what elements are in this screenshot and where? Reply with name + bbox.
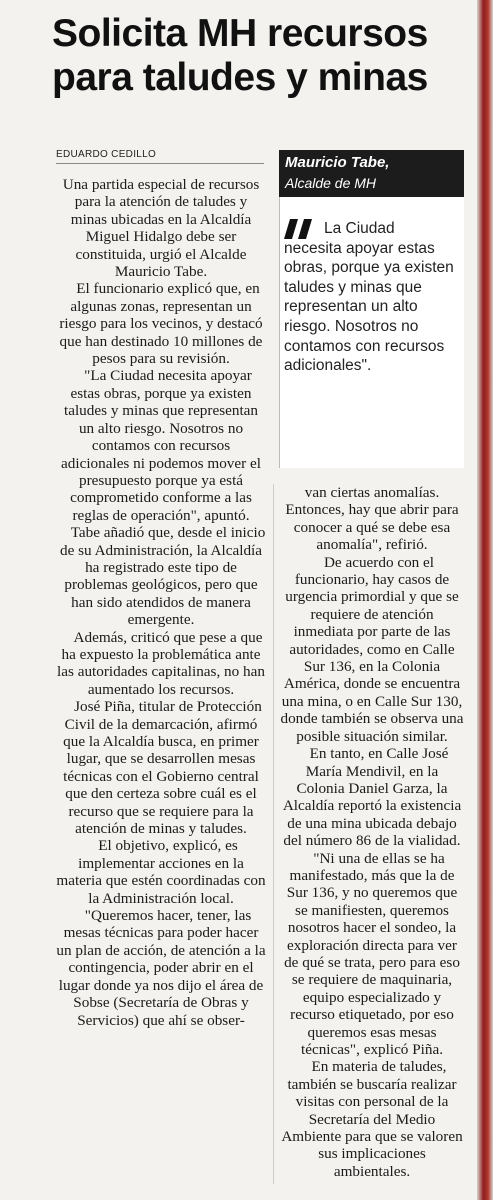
- paragraph: En materia de taludes, también se buscaría realizar visitas con personal de la Secretaría del Medio Ambiente para que se valoren sus implicaciones ambientales.: [281, 1058, 463, 1180]
- paragraph: De acuerdo con el funcionario, hay casos de urgencia primordial y que se requiere de atención inmediata por parte de las autoridades, como en Calle Sur 136, en la Colonia América, donde se encuentra una mina, o en Calle Sur 130, donde también se observa una posible situación similar.: [280, 553, 464, 745]
- paragraph: El objetivo, explicó, es implementar acciones en la materia que estén coordinadas con la Administración local.: [56, 837, 266, 907]
- paragraph: Tabe añadió que, desde el inicio de su Administración, la Alcaldía ha registrado este tipo de problemas geológicos, pero que han sido atendidos de manera emergente.: [59, 524, 266, 629]
- byline: EDUARDO CEDILLO: [56, 149, 157, 160]
- pull-quote-body: [279, 197, 464, 468]
- right-column: [280, 484, 464, 1180]
- paragraph: "La Ciudad necesita apoyar estas obras, porque ya existen taludes y minas que representan un alto riesgo. Nosotros no contamos con recursos adicionales ni podemos mover el presupuesto porque ya está comprometido conforme a las reglas de operación", apuntó.: [61, 367, 261, 524]
- paragraph: Además, criticó que pese a que ha expuesto la problemática ante las autoridades capitalinas, no han aumentado los recursos.: [57, 628, 265, 698]
- quote-speaker-role: Alcalde de MH: [285, 175, 377, 191]
- headline: Solicita MH recursos para taludes y minas: [52, 12, 428, 99]
- pull-quote-text: La Ciudad necesita apoyar estas obras, porque ya existen taludes y minas que representan un alto riesgo. Nosotros no contamos con recursos adicionales".: [284, 220, 454, 375]
- paragraph: En tanto, en Calle José María Mendivil, en la Colonia Daniel Garza, la Alcaldía reportó la existencia de una mina ubicada debajo del número 86 de la vialidad.: [282, 745, 462, 850]
- pull-quote-header: [279, 150, 464, 197]
- paragraph: José Piña, titular de Protección Civil de la demarcación, afirmó que la Alcaldía busca, en primer lugar, que se desarrollen mesas técnicas con el Gobierno central que den certeza sobre cuál es el recurso que se requiere para la atención de minas y taludes.: [63, 698, 262, 838]
- paragraph: "Queremos hacer, tener, las mesas técnicas para poder hacer un plan de acción, de atención a la contingencia, poder abrir en el lugar donde ya nos dijo el área de Sobse (Secretaría de Obras y Servicios) que ahí se obser-: [56, 907, 266, 1029]
- paragraph: van ciertas anomalías. Entonces, hay que abrir para conocer a qué se debe esa anomalía", refirió.: [285, 484, 459, 554]
- quote-speaker-name: Mauricio Tabe,: [285, 154, 390, 171]
- paragraph: Una partida especial de recursos para la atención de taludes y minas ubicadas en la Alcaldía Miguel Hidalgo debe ser constituida, urgió el Alcalde Mauricio Tabe.: [62, 176, 260, 281]
- page-edge-strip: [477, 0, 493, 1200]
- pull-quote-box: [279, 150, 464, 468]
- left-column: [56, 176, 266, 1029]
- column-divider: [273, 484, 274, 1184]
- paragraph: "Ni una de ellas se ha manifestado, más que la de Sur 136, y no queremos que se manifiesten, queremos nosotros hacer el sondeo, la exploración directa para ver de qué se trata, pero para eso se requiere de maquinaria, equipo especializado y recurso etiquetado, por eso queremos esas mesas técnicas", explicó Piña.: [284, 849, 460, 1058]
- paragraph: El funcionario explicó que, en algunas zonas, representan un riesgo para los vecinos, y destacó que han destinado 10 millones de pesos para su revisión.: [59, 280, 263, 368]
- byline-divider: [56, 163, 264, 164]
